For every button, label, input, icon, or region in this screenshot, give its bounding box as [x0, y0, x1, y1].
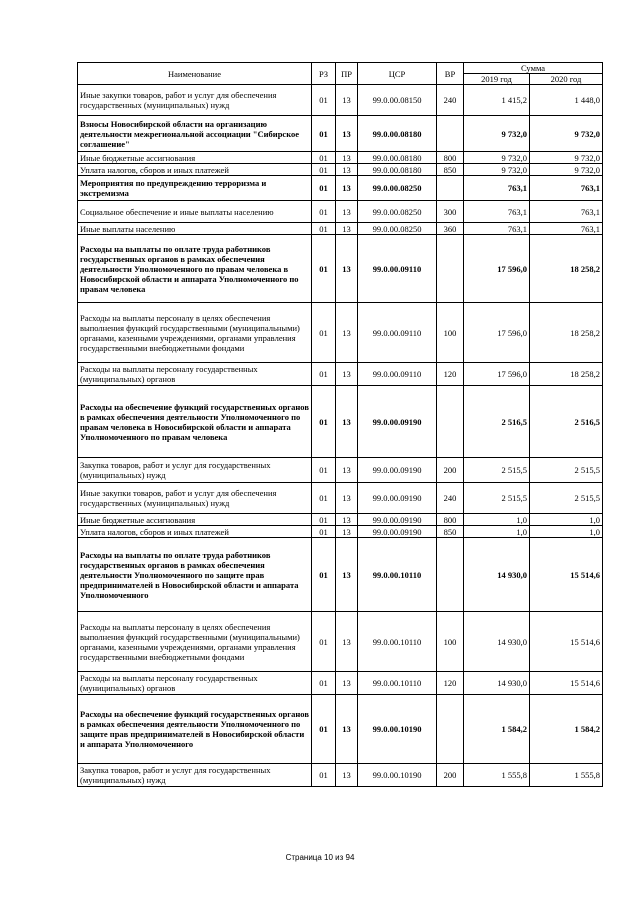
row-pr: 13	[336, 201, 358, 223]
row-pr: 13	[336, 526, 358, 538]
row-rz: 01	[312, 526, 336, 538]
row-amount-2019: 17 596,0	[464, 363, 530, 386]
row-csr: 99.0.00.10110	[358, 612, 437, 672]
row-vr	[437, 176, 464, 201]
row-amount-2019: 14 930,0	[464, 612, 530, 672]
row-name: Уплата налогов, сборов и иных платежей	[78, 164, 312, 176]
row-vr: 300	[437, 201, 464, 223]
row-csr: 99.0.00.09110	[358, 363, 437, 386]
table-row	[78, 672, 603, 695]
table-header	[78, 63, 603, 85]
row-pr: 13	[336, 303, 358, 363]
row-pr: 13	[336, 164, 358, 176]
row-vr: 800	[437, 152, 464, 164]
row-vr: 850	[437, 164, 464, 176]
header-rz: РЗ	[312, 63, 336, 85]
row-csr: 99.0.00.08180	[358, 164, 437, 176]
row-amount-2019: 9 732,0	[464, 116, 530, 152]
row-rz: 01	[312, 386, 336, 458]
row-csr: 99.0.00.10110	[358, 538, 437, 612]
row-name: Иные выплаты населению	[78, 223, 312, 235]
row-name: Уплата налогов, сборов и иных платежей	[78, 526, 312, 538]
row-pr: 13	[336, 152, 358, 164]
row-amount-2020: 18 258,2	[530, 363, 603, 386]
row-amount-2019: 14 930,0	[464, 672, 530, 695]
row-rz: 01	[312, 514, 336, 526]
row-amount-2019: 2 515,5	[464, 458, 530, 483]
row-csr: 99.0.00.09190	[358, 483, 437, 514]
row-vr: 200	[437, 458, 464, 483]
row-rz: 01	[312, 483, 336, 514]
row-name: Иные бюджетные ассигнования	[78, 152, 312, 164]
row-amount-2020: 1 555,8	[530, 764, 603, 787]
row-pr: 13	[336, 764, 358, 787]
table-row	[78, 386, 603, 458]
row-amount-2020: 763,1	[530, 176, 603, 201]
row-rz: 01	[312, 303, 336, 363]
row-csr: 99.0.00.08180	[358, 116, 437, 152]
row-vr	[437, 695, 464, 764]
row-amount-2020: 763,1	[530, 201, 603, 223]
row-vr: 800	[437, 514, 464, 526]
row-amount-2020: 9 732,0	[530, 116, 603, 152]
header-year-2019: 2019 год	[464, 74, 530, 85]
row-amount-2020: 9 732,0	[530, 164, 603, 176]
row-amount-2020: 15 514,6	[530, 672, 603, 695]
table-row	[78, 164, 603, 176]
table-row	[78, 176, 603, 201]
row-pr: 13	[336, 672, 358, 695]
row-name: Расходы на обеспечение функций государственных органов в рамках обеспечения деятельности Уполномоченного по защите прав предпринимателей в Новосибирской области и аппарата Уполномоченного	[78, 695, 312, 764]
row-amount-2019: 2 515,5	[464, 483, 530, 514]
row-vr	[437, 386, 464, 458]
row-pr: 13	[336, 176, 358, 201]
table-body	[78, 85, 603, 787]
header-csr: ЦСР	[358, 63, 437, 85]
row-pr: 13	[336, 363, 358, 386]
row-rz: 01	[312, 363, 336, 386]
row-pr: 13	[336, 85, 358, 116]
row-rz: 01	[312, 235, 336, 303]
row-rz: 01	[312, 152, 336, 164]
row-amount-2019: 1 415,2	[464, 85, 530, 116]
row-vr: 100	[437, 612, 464, 672]
row-pr: 13	[336, 386, 358, 458]
row-rz: 01	[312, 116, 336, 152]
row-vr: 240	[437, 483, 464, 514]
table-row	[78, 526, 603, 538]
row-csr: 99.0.00.09190	[358, 386, 437, 458]
row-csr: 99.0.00.10190	[358, 764, 437, 787]
row-pr: 13	[336, 695, 358, 764]
row-csr: 99.0.00.10190	[358, 695, 437, 764]
row-name: Социальное обеспечение и иные выплаты населению	[78, 201, 312, 223]
row-rz: 01	[312, 538, 336, 612]
row-amount-2020: 1 584,2	[530, 695, 603, 764]
row-csr: 99.0.00.08250	[358, 223, 437, 235]
row-pr: 13	[336, 116, 358, 152]
row-vr: 360	[437, 223, 464, 235]
row-name: Расходы на выплаты по оплате труда работников государственных органов в рамках обеспечения деятельности Уполномоченного по правам человека в Новосибирской области и аппарата Уполномоченного по правам человека	[78, 235, 312, 303]
table-row	[78, 201, 603, 223]
row-name: Расходы на выплаты персоналу государственных (муниципальных) органов	[78, 672, 312, 695]
table-row	[78, 514, 603, 526]
row-amount-2020: 2 515,5	[530, 483, 603, 514]
row-csr: 99.0.00.08250	[358, 176, 437, 201]
row-amount-2020: 15 514,6	[530, 538, 603, 612]
row-vr: 120	[437, 363, 464, 386]
table-row	[78, 695, 603, 764]
table-row	[78, 764, 603, 787]
row-amount-2020: 763,1	[530, 223, 603, 235]
row-csr: 99.0.00.10110	[358, 672, 437, 695]
page-number: Страница 10 из 94	[285, 853, 355, 862]
table-row	[78, 85, 603, 116]
row-amount-2020: 9 732,0	[530, 152, 603, 164]
row-name: Закупка товаров, работ и услуг для государственных (муниципальных) нужд	[78, 764, 312, 787]
row-name: Расходы на выплаты персоналу государственных (муниципальных) органов	[78, 363, 312, 386]
row-csr: 99.0.00.09110	[358, 235, 437, 303]
row-pr: 13	[336, 235, 358, 303]
table-row	[78, 458, 603, 483]
row-rz: 01	[312, 176, 336, 201]
row-amount-2019: 1 555,8	[464, 764, 530, 787]
table-row	[78, 116, 603, 152]
row-pr: 13	[336, 612, 358, 672]
table-row	[78, 303, 603, 363]
row-name: Расходы на выплаты по оплате труда работников государственных органов в рамках обеспечения деятельности Уполномоченного по защите прав предпринимателей в Новосибирской области и аппарата Уполномоченного	[78, 538, 312, 612]
row-amount-2019: 17 596,0	[464, 235, 530, 303]
row-pr: 13	[336, 538, 358, 612]
row-csr: 99.0.00.09190	[358, 514, 437, 526]
row-amount-2020: 18 258,2	[530, 235, 603, 303]
row-csr: 99.0.00.09110	[358, 303, 437, 363]
row-amount-2019: 1,0	[464, 514, 530, 526]
row-amount-2019: 2 516,5	[464, 386, 530, 458]
row-amount-2019: 763,1	[464, 223, 530, 235]
row-pr: 13	[336, 458, 358, 483]
row-name: Иные закупки товаров, работ и услуг для обеспечения государственных (муниципальных) нужд	[78, 85, 312, 116]
row-vr: 100	[437, 303, 464, 363]
row-csr: 99.0.00.08250	[358, 201, 437, 223]
header-name: Наименование	[78, 63, 312, 85]
row-amount-2020: 18 258,2	[530, 303, 603, 363]
row-amount-2019: 763,1	[464, 176, 530, 201]
row-vr: 120	[437, 672, 464, 695]
row-vr	[437, 235, 464, 303]
row-vr	[437, 538, 464, 612]
row-name: Взносы Новосибирской области на организацию деятельности межрегиональной ассоциации "Сибирское соглашение"	[78, 116, 312, 152]
row-rz: 01	[312, 695, 336, 764]
row-csr: 99.0.00.09190	[358, 526, 437, 538]
header-year-2020: 2020 год	[530, 74, 603, 85]
row-rz: 01	[312, 164, 336, 176]
row-csr: 99.0.00.08180	[358, 152, 437, 164]
row-amount-2019: 14 930,0	[464, 538, 530, 612]
table-row	[78, 223, 603, 235]
row-amount-2019: 17 596,0	[464, 303, 530, 363]
row-amount-2019: 1 584,2	[464, 695, 530, 764]
row-amount-2020: 15 514,6	[530, 612, 603, 672]
row-vr	[437, 116, 464, 152]
row-rz: 01	[312, 458, 336, 483]
row-rz: 01	[312, 85, 336, 116]
header-vr: ВР	[437, 63, 464, 85]
table-row	[78, 483, 603, 514]
row-name: Иные закупки товаров, работ и услуг для обеспечения государственных (муниципальных) нужд	[78, 483, 312, 514]
row-csr: 99.0.00.08150	[358, 85, 437, 116]
row-pr: 13	[336, 514, 358, 526]
row-amount-2019: 9 732,0	[464, 152, 530, 164]
row-name: Закупка товаров, работ и услуг для государственных (муниципальных) нужд	[78, 458, 312, 483]
row-pr: 13	[336, 223, 358, 235]
row-pr: 13	[336, 483, 358, 514]
row-amount-2020: 2 515,5	[530, 458, 603, 483]
row-name: Расходы на выплаты персоналу в целях обеспечения выполнения функций государственными (муниципальными) органами, казенными учреждениями, органами управления государственными внебюджетными фондами	[78, 612, 312, 672]
header-sum: Сумма	[464, 63, 603, 74]
row-amount-2020: 1 448,0	[530, 85, 603, 116]
row-amount-2020: 1,0	[530, 526, 603, 538]
table-row	[78, 235, 603, 303]
table-row	[78, 538, 603, 612]
row-rz: 01	[312, 223, 336, 235]
row-csr: 99.0.00.09190	[358, 458, 437, 483]
budget-table	[77, 62, 603, 787]
header-pr: ПР	[336, 63, 358, 85]
table-row	[78, 152, 603, 164]
row-amount-2020: 2 516,5	[530, 386, 603, 458]
row-amount-2019: 763,1	[464, 201, 530, 223]
row-name: Мероприятия по предупреждению терроризма и экстремизма	[78, 176, 312, 201]
row-amount-2019: 1,0	[464, 526, 530, 538]
table-row	[78, 612, 603, 672]
row-name: Иные бюджетные ассигнования	[78, 514, 312, 526]
row-name: Расходы на выплаты персоналу в целях обеспечения выполнения функций государственными (муниципальными) органами, казенными учреждениями, органами управления государственными внебюджетными фондами	[78, 303, 312, 363]
row-vr: 850	[437, 526, 464, 538]
table-row	[78, 363, 603, 386]
row-rz: 01	[312, 201, 336, 223]
row-vr: 200	[437, 764, 464, 787]
row-vr: 240	[437, 85, 464, 116]
row-amount-2020: 1,0	[530, 514, 603, 526]
row-amount-2019: 9 732,0	[464, 164, 530, 176]
row-name: Расходы на обеспечение функций государственных органов в рамках обеспечения деятельности Уполномоченного по правам человека в Новосибирской области и аппарата Уполномоченного по правам человека	[78, 386, 312, 458]
row-rz: 01	[312, 764, 336, 787]
row-rz: 01	[312, 672, 336, 695]
row-rz: 01	[312, 612, 336, 672]
